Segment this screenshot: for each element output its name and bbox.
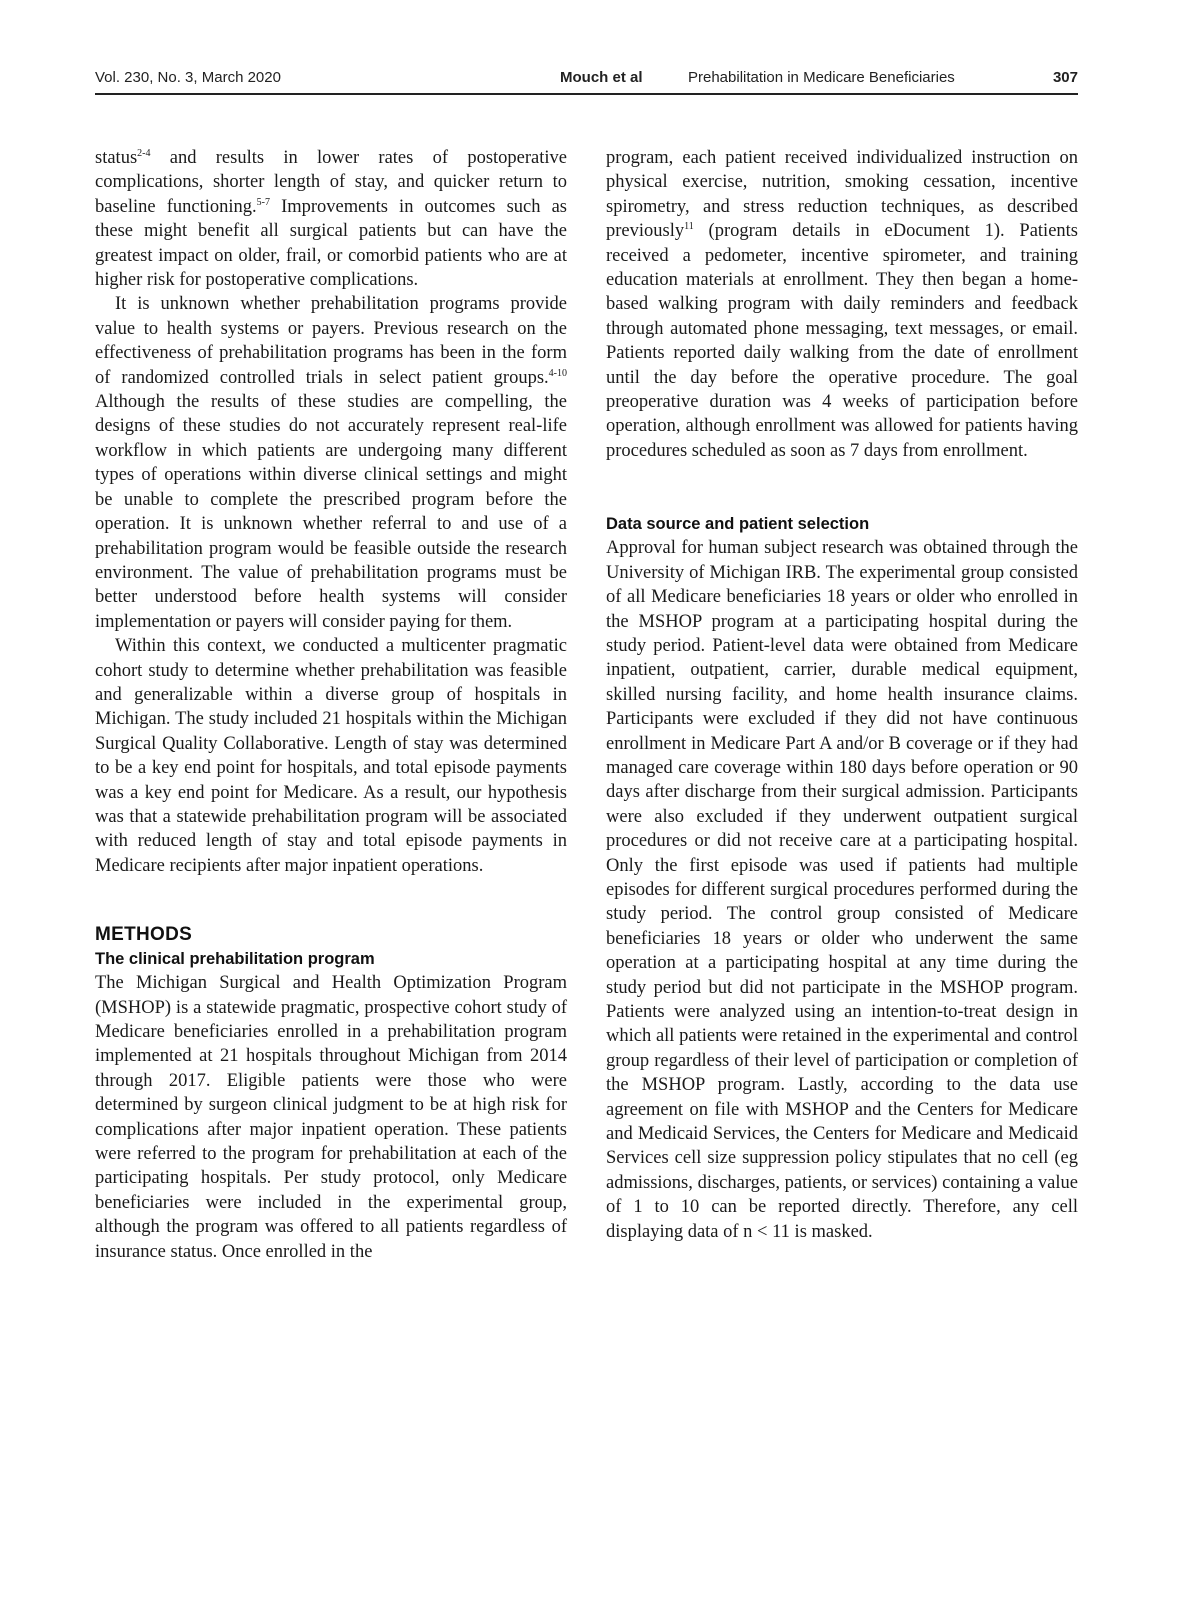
citation-superscript: 11 xyxy=(684,221,694,233)
author-short: Mouch et al xyxy=(560,69,643,86)
running-title: Prehabilitation in Medicare Beneficiaries xyxy=(688,69,955,86)
paragraph-intro-continued: status$^{2-4}$ and results in lower rates of postoperative complications, shorter length of stay, and quicker return to baseline functioning.$^{5-7}$ Improvements in outcomes such as these might benefit all surgical patients but can have the greatest impact on older, frail, or comorbid patients who are at higher risk for postoperative complications. xyxy=(95,148,567,291)
paragraph-program-description: The Michigan Surgical and Health Optimization Program (MSHOP) is a statewide pragmatic, prospective cohort study of Medicare beneficiaries enrolled in a prehabilitation program implemented at 21 hospitals throughout Michigan from 2014 through 2017. Eligible patients were those who were determined by surgeon clinical judgment to be at high risk for complications after major inpatient operation. These patients were referred to the program for prehabilitation at each of the participating hospitals. Per study protocol, only Medicare beneficiaries were included in the experimental group, although the program was offered to all patients regardless of insurance status. Once enrolled in the xyxy=(95,973,567,1262)
paragraph-data-source: Approval for human subject research was obtained through the University of Michigan IRB. The experimental group consisted of all Medicare beneficiaries 18 years or older who enrolled in the MSHOP program at a participating hospital during the study period. Patient-level data were obtained from Medicare inpatient, outpatient, carrier, durable medical equipment, skilled nursing facility, and home health insurance claims. Participants were excluded if they did not have continuous enrollment in Medicare Part A and/or B coverage or if they had managed care coverage within 180 days before operation or 90 days after discharge from their surgical admission. Participants were also excluded if they underwent outpatient surgical procedures or did not receive care at a participating hospital. Only the first episode was used if patients had multiple episodes for different surgical procedures performed during the study period. The control group consisted of Medicare beneficiaries 18 years or older who underwent the same operation at a participating hospital at any time during the study period but did not participate in the MSHOP program. Patients were analyzed using an intention-to-treat design in which all patients were retained in the experimental and control group regardless of their level of participation or completion of the MSHOP program. Lastly, according to the data use agreement on file with MSHOP and the Centers for Medicare and Medicaid Services, the Centers for Medicare and Medicaid Services cell size suppression policy stipulates that no cell (eg admissions, discharges, patients, or services) containing a value of 1 to 10 can be reported directly. Therefore, any cell displaying data of n < 11 is masked. xyxy=(606,538,1078,1242)
paragraph-hypothesis: Within this context, we conducted a multicenter pragmatic cohort study to determine whether prehabilitation was feasible and generalizable within a diverse group of hospitals in Michigan. The study included 21 hospitals within the Michigan Surgical Quality Collaborative. Length of stay was determined to be a key end point for hospitals, and total episode payments was a key end point for Medicare. As a result, our hypothesis was that a statewide prehabilitation program will be associated with reduced length of stay and total episode payments in Medicare recipients after major inpatient operations. xyxy=(95,636,567,876)
left-column xyxy=(95,146,567,1264)
volume-issue-date: Vol. 230, No. 3, March 2020 xyxy=(95,69,281,86)
paragraph-program-continued: program, each patient received individualized instruction on physical exercise, nutrition, smoking cessation, incentive spirometry, and stress reduction techniques, as described previously$^{11}$ (program details in eDocument 1). Patients received a pedometer, incentive spirometer, and training education materials at enrollment. They then began a home-based walking program with daily reminders and feedback through automated phone messaging, text messages, or email. Patients reported daily walking from the date of enrollment until the day before the operative procedure. The goal preoperative duration was 4 weeks of participation before operation, although enrollment was allowed for patients having procedures scheduled as soon as 7 days from enrollment. xyxy=(606,148,1078,461)
running-header xyxy=(95,67,1078,95)
methods-heading: METHODS xyxy=(95,924,193,946)
right-column xyxy=(606,146,1078,1244)
citation-superscript: 5-7 xyxy=(256,196,270,208)
program-subheading: The clinical prehabilitation program xyxy=(95,950,375,969)
citation-superscript: 2-4 xyxy=(137,148,151,159)
data-source-subheading: Data source and patient selection xyxy=(606,515,870,534)
paragraph-value-unknown: It is unknown whether prehabilitation programs provide value to health systems or payers. Previous research on the effectiveness of prehabilitation programs has been in the form of randomized controlled trials in select patient groups.$^{4-10}$ Although the results of these studies are compelling, the designs of these studies do not accurately represent real-life workflow in which patients are undergoing many different types of operations within diverse clinical settings and might be unable to complete the prescribed program before the operation. It is unknown whether referral to and use of a prehabilitation program would be feasible outside the research environment. The value of prehabilitation programs must be better understood before health systems will consider implementation or payers will consider paying for them. xyxy=(95,294,567,632)
page-number: 307 xyxy=(1052,69,1078,86)
citation-superscript: 4-10 xyxy=(548,367,567,379)
